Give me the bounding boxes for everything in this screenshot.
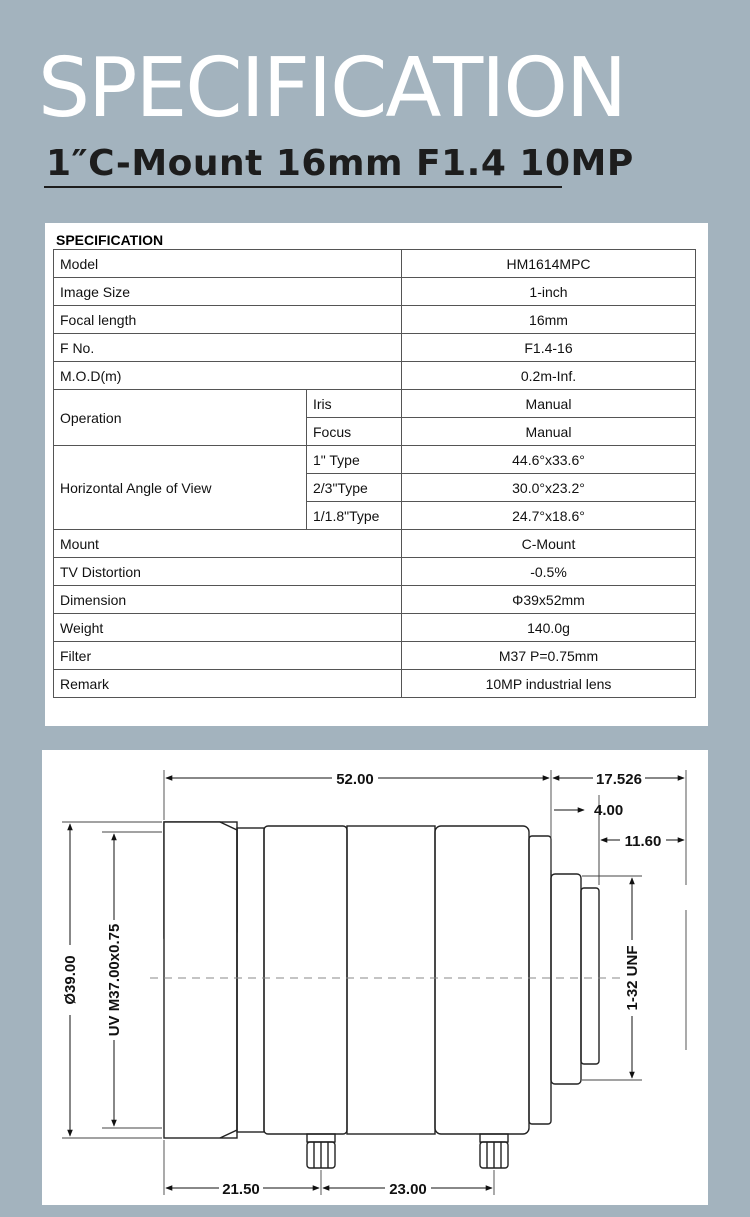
row-sublabel: 1/1.8"Type bbox=[307, 502, 402, 530]
extension-lines bbox=[62, 770, 686, 1195]
row-value: 30.0°x23.2° bbox=[402, 474, 696, 502]
row-value: 24.7°x18.6° bbox=[402, 502, 696, 530]
dim-knob2-label: 23.00 bbox=[389, 1181, 427, 1198]
dim-diameter-label: Ø39.00 bbox=[62, 955, 79, 1005]
table-row bbox=[54, 278, 696, 306]
dim-knob1-label: 21.50 bbox=[222, 1181, 260, 1198]
row-value: Manual bbox=[402, 418, 696, 446]
row-label: Weight bbox=[54, 614, 402, 642]
row-label: Image Size bbox=[54, 278, 402, 306]
product-subtitle: 1″C-Mount 16mm F1.4 10MP bbox=[46, 143, 634, 184]
page-title: SPECIFICATION bbox=[38, 41, 626, 136]
row-label: Mount bbox=[54, 530, 402, 558]
row-sublabel: Iris bbox=[307, 390, 402, 418]
dim-mount-thread-label: 1-32 UNF bbox=[624, 945, 641, 1011]
dimension-drawing-card bbox=[42, 750, 708, 1205]
row-value: Manual bbox=[402, 390, 696, 418]
row-value: 10MP industrial lens bbox=[402, 670, 696, 698]
row-sublabel: 2/3"Type bbox=[307, 474, 402, 502]
row-label: Filter bbox=[54, 642, 402, 670]
table-row bbox=[54, 390, 696, 418]
row-value: M37 P=0.75mm bbox=[402, 642, 696, 670]
row-value: Φ39x52mm bbox=[402, 586, 696, 614]
row-value: C-Mount bbox=[402, 530, 696, 558]
row-value: F1.4-16 bbox=[402, 334, 696, 362]
row-value: 1-inch bbox=[402, 278, 696, 306]
spec-table-heading: SPECIFICATION bbox=[56, 232, 164, 248]
lens-body-outline bbox=[164, 822, 599, 1168]
table-row bbox=[54, 614, 696, 642]
row-label: TV Distortion bbox=[54, 558, 402, 586]
table-row bbox=[54, 334, 696, 362]
row-value: HM1614MPC bbox=[402, 250, 696, 278]
table-row bbox=[54, 362, 696, 390]
subtitle-underline bbox=[44, 186, 562, 188]
row-label: M.O.D(m) bbox=[54, 362, 402, 390]
row-value: 44.6°x33.6° bbox=[402, 446, 696, 474]
lens-dimension-drawing bbox=[42, 750, 708, 1205]
row-value: 16mm bbox=[402, 306, 696, 334]
table-row bbox=[54, 306, 696, 334]
dim-back-length-label: 17.526 bbox=[596, 771, 642, 788]
row-label: Focal length bbox=[54, 306, 402, 334]
row-sublabel: 1" Type bbox=[307, 446, 402, 474]
spec-card bbox=[45, 223, 708, 726]
row-label: Operation bbox=[54, 390, 307, 446]
table-row bbox=[54, 642, 696, 670]
row-value: -0.5% bbox=[402, 558, 696, 586]
row-label: F No. bbox=[54, 334, 402, 362]
spec-table bbox=[53, 249, 696, 698]
table-row bbox=[54, 250, 696, 278]
dim-flange-label: 4.00 bbox=[594, 802, 624, 819]
table-row bbox=[54, 446, 696, 474]
row-value: 0.2m-Inf. bbox=[402, 362, 696, 390]
row-label: Dimension bbox=[54, 586, 402, 614]
row-label: Remark bbox=[54, 670, 402, 698]
row-label: Model bbox=[54, 250, 402, 278]
dim-thread-len-label: 11.60 bbox=[624, 833, 662, 850]
row-label: Horizontal Angle of View bbox=[54, 446, 307, 530]
dim-filter-thread-label: UV M37.00x0.75 bbox=[106, 923, 123, 1037]
row-value: 140.0g bbox=[402, 614, 696, 642]
table-row bbox=[54, 558, 696, 586]
row-sublabel: Focus bbox=[307, 418, 402, 446]
table-row bbox=[54, 670, 696, 698]
table-row bbox=[54, 586, 696, 614]
table-row bbox=[54, 530, 696, 558]
dim-length-label: 52.00 bbox=[336, 771, 374, 788]
